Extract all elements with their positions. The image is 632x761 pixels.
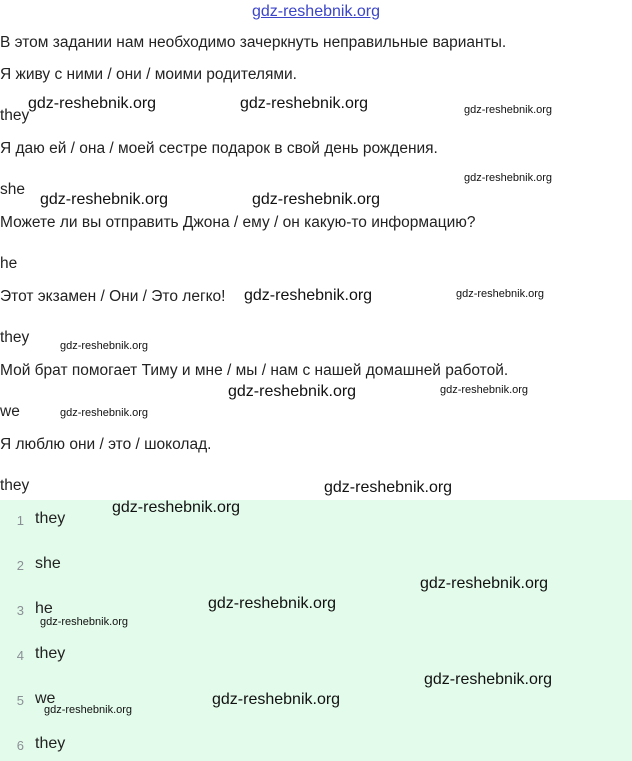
answer-number: 1 — [16, 513, 24, 528]
watermark: gdz-reshebnik.org — [112, 499, 241, 516]
answer-number: 3 — [16, 603, 24, 618]
watermark: gdz-reshebnik.org — [244, 287, 373, 304]
answer-text: he — [35, 600, 53, 617]
exercise-answer: he — [0, 255, 18, 272]
answer-text: she — [35, 555, 61, 572]
exercise-answer: they — [0, 329, 30, 346]
answer-text: they — [35, 645, 66, 662]
watermark: gdz-reshebnik.org — [44, 704, 133, 716]
watermark: gdz-reshebnik.org — [424, 671, 553, 688]
answer-text: they — [35, 735, 66, 752]
watermark: gdz-reshebnik.org — [240, 95, 369, 112]
exercise-sentence: Я живу с ними / они / моими родителями. — [0, 66, 297, 83]
watermark: gdz-reshebnik.org — [208, 595, 337, 612]
intro-text: В этом задании нам необходимо зачеркнуть неправильные варианты. — [0, 34, 507, 51]
watermark: gdz-reshebnik.org — [324, 479, 453, 496]
watermark: gdz-reshebnik.org — [40, 616, 129, 628]
watermark: gdz-reshebnik.org — [456, 288, 545, 300]
watermark: gdz-reshebnik.org — [464, 172, 553, 184]
watermark: gdz-reshebnik.org — [252, 191, 381, 208]
answer-number: 6 — [16, 738, 24, 753]
exercise-answer: they — [0, 107, 30, 124]
exercise-sentence: Я люблю они / это / шоколад. — [0, 436, 212, 453]
answer-number: 5 — [16, 693, 24, 708]
watermark: gdz-reshebnik.org — [464, 104, 553, 116]
watermark: gdz-reshebnik.org — [60, 340, 149, 352]
header-watermark-link[interactable]: gdz-reshebnik.org — [251, 3, 381, 20]
watermark: gdz-reshebnik.org — [28, 95, 157, 112]
exercise-sentence: Мой брат помогает Тиму и мне / мы / нам с нашей домашней работой. — [0, 362, 509, 379]
answer-number: 2 — [16, 558, 24, 573]
exercise-sentence: Можете ли вы отправить Джона / ему / он какую-то информацию? — [0, 214, 476, 231]
exercise-sentence: Я даю ей / она / моей сестре подарок в свой день рождения. — [0, 140, 438, 157]
watermark: gdz-reshebnik.org — [212, 691, 341, 708]
exercise-answer: we — [0, 403, 20, 420]
watermark: gdz-reshebnik.org — [228, 383, 357, 400]
watermark: gdz-reshebnik.org — [440, 384, 529, 396]
watermark: gdz-reshebnik.org — [420, 575, 549, 592]
exercise-answer: they — [0, 477, 30, 494]
answer-text: we — [35, 690, 56, 707]
exercise-sentence: Этот экзамен / Они / Это легко! — [0, 288, 226, 305]
watermark: gdz-reshebnik.org — [60, 407, 149, 419]
answer-text: they — [35, 510, 66, 527]
exercise-answer: she — [0, 181, 25, 198]
watermark: gdz-reshebnik.org — [40, 191, 169, 208]
answer-panel — [0, 500, 632, 761]
answer-number: 4 — [16, 648, 24, 663]
